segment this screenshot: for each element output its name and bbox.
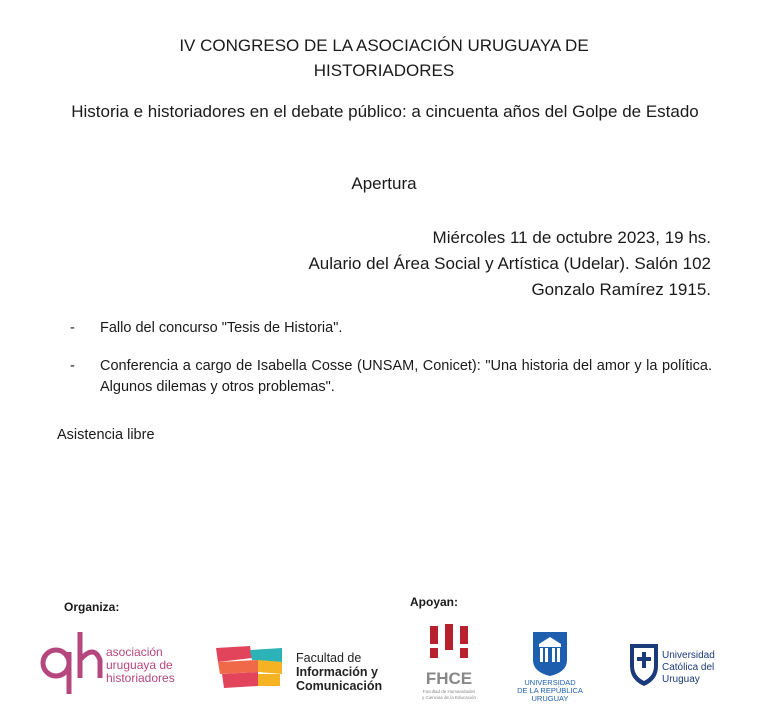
list-item (70, 318, 712, 339)
ucu-logo (624, 640, 728, 697)
event-subtitle: Historia e historiadores en el debate público: a cincuenta años del Golpe de Estado (71, 102, 699, 121)
udelar-logo (508, 630, 592, 707)
list-item (70, 356, 712, 398)
udelar-logo-line3: URUGUAY (531, 694, 569, 702)
event-title (0, 33, 768, 83)
attendance-note: Asistencia libre (57, 427, 155, 443)
fhce-logo-name: FHCE (425, 669, 473, 688)
udelar-logo-line1: UNIVERSIDAD (524, 678, 576, 687)
event-venue: Aulario del Área Social y Artística (Udelar). Salón 102 (308, 254, 711, 273)
fic-logo (214, 642, 392, 699)
fhce-logo-caption2: y Ciencias de la Educación (421, 695, 477, 700)
list-item-text: Conferencia a cargo de Isabella Cosse (UNSAM, Conicet): "Una historia del amor y la política. Algunos dilemas y otros problemas". (100, 358, 712, 395)
program-list (70, 318, 712, 415)
ucu-logo-line1: Universidad (662, 650, 715, 661)
fhce-logo-caption1: Facultad de Humanidades (422, 689, 476, 694)
ucu-logo-line3: Uruguay (662, 674, 700, 685)
section-heading: Apertura (351, 174, 417, 193)
list-bullet: - (70, 358, 75, 374)
fic-logo-line1: Facultad de (296, 651, 362, 665)
udelar-logo-line2: DE LA REPÚBLICA (517, 686, 583, 695)
fic-logo-line2: Información y (296, 665, 378, 679)
list-bullet: - (70, 320, 75, 336)
auh-logo (34, 630, 184, 705)
ucu-logo-line2: Católica del (662, 662, 715, 673)
fhce-logo (418, 622, 480, 705)
organiza-label: Organiza: (64, 600, 120, 614)
event-title-line1: IV CONGRESO DE LA ASOCIACIÓN URUGUAYA DE (179, 36, 589, 55)
event-title-line2: HISTORIADORES (313, 61, 455, 80)
auh-logo-line2: uruguaya de (106, 658, 173, 672)
event-address: Gonzalo Ramírez 1915. (531, 280, 711, 299)
auh-logo-line3: historiadores (106, 671, 175, 685)
event-date: Miércoles 11 de octubre 2023, 19 hs. (432, 228, 711, 247)
list-item-text: Fallo del concurso "Tesis de Historia". (100, 320, 343, 336)
event-details (308, 225, 711, 303)
auh-logo-line1: asociación (106, 645, 163, 659)
fic-logo-line3: Comunicación (296, 679, 383, 693)
apoyan-label: Apoyan: (410, 595, 458, 609)
